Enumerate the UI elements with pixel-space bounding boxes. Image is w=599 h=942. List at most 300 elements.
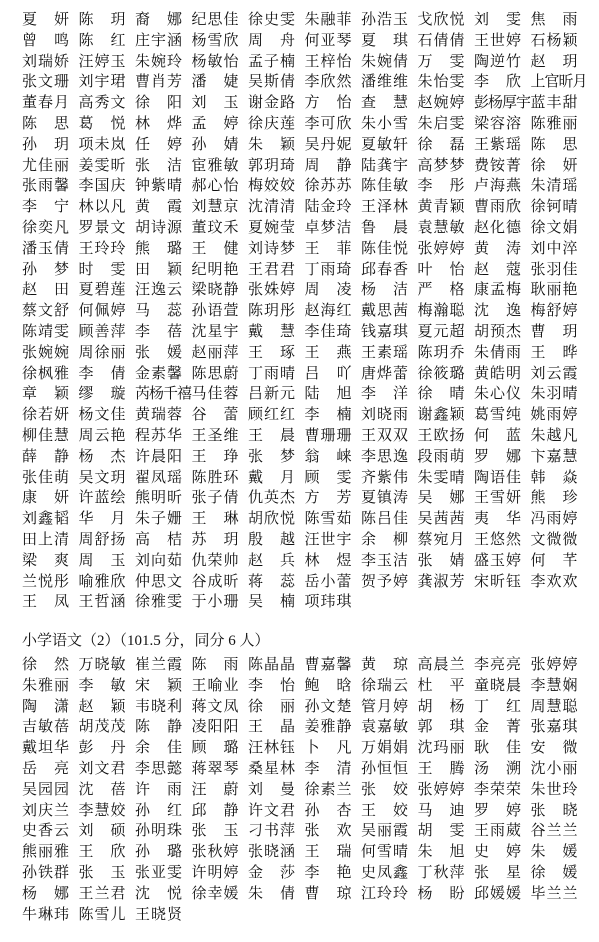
name-cell: 张 玉 bbox=[78, 864, 126, 881]
name-cell: 陈吕佳 bbox=[361, 511, 408, 528]
name-cell: 田 颖 bbox=[135, 261, 182, 278]
name-cell: 宦雅敏 bbox=[191, 157, 239, 174]
name-cell: 潘 婕 bbox=[191, 74, 239, 91]
name-cell: 王梓怡 bbox=[304, 53, 352, 70]
name-cell: 谢鑫颖 bbox=[417, 407, 465, 424]
name-cell: 张子倩 bbox=[191, 490, 239, 507]
name-cell: 张 姣 bbox=[361, 781, 408, 798]
name-list-section-2 bbox=[0, 655, 599, 925]
name-cell: 胡茂茂 bbox=[78, 719, 126, 736]
name-cell: 孙 红 bbox=[135, 802, 182, 819]
name-cell: 高梦梦 bbox=[417, 157, 465, 174]
name-cell: 焦 雨 bbox=[530, 12, 578, 28]
name-cell: 赵 田 bbox=[22, 282, 69, 299]
name-cell: 徐 晴 bbox=[417, 386, 465, 403]
name-cell: 汪 蔚 bbox=[191, 781, 239, 798]
name-cell: 鲍 晗 bbox=[304, 677, 352, 694]
name-cell: 叶 怡 bbox=[417, 261, 465, 278]
name-cell: 张羽佳 bbox=[530, 261, 578, 278]
name-row bbox=[0, 52, 599, 73]
name-cell: 李玉洁 bbox=[361, 552, 408, 569]
name-cell: 徐庆莲 bbox=[248, 115, 295, 132]
name-cell: 张 梦 bbox=[248, 448, 295, 465]
name-cell: 张 玉 bbox=[191, 823, 239, 840]
name-cell: 尤佳丽 bbox=[22, 157, 69, 174]
name-cell: 钱嘉琪 bbox=[361, 323, 408, 340]
name-cell: 汪世宇 bbox=[304, 531, 352, 548]
name-cell: 李慧姣 bbox=[78, 802, 126, 819]
name-cell: 张婷婷 bbox=[417, 781, 465, 798]
name-cell: 陈玥乔 bbox=[417, 344, 465, 361]
name-cell: 王喻业 bbox=[191, 677, 239, 694]
name-row bbox=[0, 738, 599, 759]
name-cell: 华 月 bbox=[78, 511, 126, 528]
name-cell: 蓝丰甜 bbox=[530, 95, 578, 112]
name-cell: 史香云 bbox=[22, 823, 69, 840]
name-cell: 高 桔 bbox=[135, 531, 182, 548]
name-cell: 李 艳 bbox=[304, 864, 352, 881]
name-cell: 王圣维 bbox=[191, 427, 239, 444]
name-cell: 刘云霞 bbox=[530, 365, 578, 382]
name-cell: 吴 楠 bbox=[248, 594, 295, 611]
name-cell: 韦晓利 bbox=[135, 698, 182, 715]
name-cell: 梁 爽 bbox=[22, 552, 69, 569]
name-cell: 朱雅丽 bbox=[22, 677, 69, 694]
name-cell: 喻雅欣 bbox=[78, 573, 126, 590]
name-cell: 王君君 bbox=[248, 261, 295, 278]
name-cell: 梁晓静 bbox=[191, 282, 239, 299]
name-row bbox=[0, 343, 599, 364]
name-cell: 朱婉玲 bbox=[135, 53, 182, 70]
name-cell: 戴 慧 bbox=[248, 323, 295, 340]
name-cell: 邱春香 bbox=[361, 261, 408, 278]
name-row bbox=[0, 364, 599, 385]
name-cell: 王哲涵 bbox=[78, 594, 126, 611]
name-cell: 孟 婷 bbox=[191, 115, 239, 132]
name-cell: 朱心仪 bbox=[474, 386, 521, 403]
name-cell: 仇荣帅 bbox=[191, 552, 239, 569]
name-cell: 王 晨 bbox=[248, 427, 295, 444]
name-cell: 文微微 bbox=[530, 531, 578, 548]
name-cell: 丁 红 bbox=[474, 698, 521, 715]
name-cell: 耿 佳 bbox=[474, 740, 521, 757]
name-cell: 高秀文 bbox=[78, 95, 126, 112]
name-cell: 孙铁群 bbox=[22, 864, 69, 881]
name-cell: 李 洋 bbox=[361, 386, 408, 403]
name-row bbox=[0, 551, 599, 572]
name-cell: 李佳琦 bbox=[304, 323, 352, 340]
name-cell: 李思懿 bbox=[135, 760, 182, 777]
name-cell: 夏元超 bbox=[417, 323, 465, 340]
name-cell: 许文君 bbox=[248, 802, 295, 819]
name-cell: 胡 杨 bbox=[417, 698, 465, 715]
name-cell: 金素馨 bbox=[135, 365, 182, 382]
name-cell: 徐 阳 bbox=[135, 95, 182, 112]
name-cell: 岳小蕾 bbox=[304, 573, 352, 590]
name-cell: 吴斯倩 bbox=[248, 74, 295, 91]
name-cell: 吴园园 bbox=[22, 781, 69, 798]
name-cell: 何 芊 bbox=[530, 552, 578, 569]
name-cell: 陆 旭 bbox=[304, 386, 352, 403]
name-cell: 朱融菲 bbox=[304, 12, 352, 28]
name-cell: 董玟禾 bbox=[191, 219, 239, 236]
name-cell: 徐筱璐 bbox=[417, 365, 465, 382]
name-cell: 金 菁 bbox=[474, 719, 521, 736]
name-row bbox=[0, 280, 599, 301]
name-cell: 袁慧敏 bbox=[417, 219, 465, 236]
name-row bbox=[0, 572, 599, 593]
name-cell: 王 菲 bbox=[304, 240, 352, 257]
name-cell: 段雨萌 bbox=[417, 448, 465, 465]
name-cell: 吕新元 bbox=[248, 386, 295, 403]
name-cell: 曹 琼 bbox=[304, 885, 352, 902]
name-cell: 黄 涛 bbox=[474, 240, 521, 257]
name-cell: 查 慧 bbox=[361, 95, 408, 112]
name-cell: 徐 丽 bbox=[248, 698, 295, 715]
name-cell: 卓梦洁 bbox=[304, 219, 352, 236]
name-cell: 时 雯 bbox=[78, 261, 126, 278]
name-cell: 王双双 bbox=[361, 427, 408, 444]
name-row bbox=[0, 301, 599, 322]
name-row bbox=[0, 72, 599, 93]
name-cell: 张秋婷 bbox=[191, 844, 239, 861]
name-cell: 张 星 bbox=[474, 864, 521, 881]
name-cell: 韩 焱 bbox=[530, 469, 578, 486]
name-cell: 许蓝绘 bbox=[78, 490, 126, 507]
name-cell: 严 格 bbox=[417, 282, 465, 299]
name-cell: 王晓贤 bbox=[135, 906, 182, 923]
name-row bbox=[0, 197, 599, 218]
name-cell: 庄宇涵 bbox=[135, 32, 182, 49]
name-cell: 马 蕊 bbox=[135, 303, 182, 320]
name-cell: 王兰君 bbox=[78, 885, 126, 902]
name-cell: 王 晶 bbox=[248, 719, 295, 736]
name-cell: 戴坦华 bbox=[22, 740, 69, 757]
name-cell: 吕 吖 bbox=[304, 365, 352, 382]
name-row bbox=[0, 405, 599, 426]
name-cell: 王 琤 bbox=[191, 448, 239, 465]
name-cell: 葛 悦 bbox=[78, 115, 126, 132]
name-cell: 潘玉倩 bbox=[22, 240, 69, 257]
name-cell: 万 雯 bbox=[417, 53, 465, 70]
name-cell: 贺予婷 bbox=[361, 573, 408, 590]
name-row bbox=[0, 10, 599, 31]
name-cell: 李欣然 bbox=[304, 74, 352, 91]
name-cell: 岳 亮 bbox=[22, 760, 69, 777]
name-cell: 宋 颖 bbox=[135, 677, 182, 694]
name-cell: 王 燕 bbox=[304, 344, 352, 361]
name-cell: 陈雪儿 bbox=[78, 906, 126, 923]
name-cell: 章 颖 bbox=[22, 386, 69, 403]
name-row bbox=[0, 135, 599, 156]
name-cell: 朱小雪 bbox=[361, 115, 408, 132]
name-cell: 丁秋萍 bbox=[417, 864, 465, 881]
name-row bbox=[0, 426, 599, 447]
name-cell: 王雨葳 bbox=[474, 823, 521, 840]
name-cell: 孙恒恒 bbox=[361, 760, 408, 777]
name-cell: 高晨兰 bbox=[417, 657, 465, 673]
name-cell: 朱世玲 bbox=[530, 781, 578, 798]
name-cell: 裔 娜 bbox=[135, 12, 182, 28]
name-cell: 陈晶晶 bbox=[248, 657, 295, 673]
name-row bbox=[0, 697, 599, 718]
name-cell: 刘 硕 bbox=[78, 823, 126, 840]
name-cell: 沈玛丽 bbox=[417, 740, 465, 757]
name-cell: 杨文佳 bbox=[78, 407, 126, 424]
name-row bbox=[0, 176, 599, 197]
name-row bbox=[0, 114, 599, 135]
name-cell: 刘 玉 bbox=[191, 95, 239, 112]
name-cell: 周慧聪 bbox=[530, 698, 578, 715]
name-cell: 刘诗梦 bbox=[248, 240, 295, 257]
name-cell: 余 佳 bbox=[135, 740, 182, 757]
name-cell: 陆金玲 bbox=[304, 199, 352, 216]
name-cell: 江玲玲 bbox=[361, 885, 408, 902]
name-cell: 夏 妍 bbox=[22, 12, 69, 28]
name-cell: 梁容溶 bbox=[474, 115, 521, 132]
name-cell: 朱 媛 bbox=[530, 844, 578, 861]
name-cell: 王悠然 bbox=[474, 531, 521, 548]
name-cell: 李欢欢 bbox=[530, 573, 578, 590]
name-cell: 夏 琪 bbox=[361, 32, 408, 49]
name-cell: 翁 崃 bbox=[304, 448, 352, 465]
name-cell: 王玲玲 bbox=[78, 240, 126, 257]
name-cell: 何雪晴 bbox=[361, 844, 408, 861]
name-cell: 周 玉 bbox=[78, 552, 126, 569]
name-cell: 熊明昕 bbox=[135, 490, 182, 507]
name-cell: 姜雯昕 bbox=[78, 157, 126, 174]
name-cell: 王 腾 bbox=[417, 760, 465, 777]
name-row bbox=[0, 509, 599, 530]
name-cell: 陈佳敏 bbox=[361, 178, 408, 195]
name-cell: 李荣荣 bbox=[474, 781, 521, 798]
name-cell: 牛琳玮 bbox=[22, 906, 69, 923]
name-cell: 纪思佳 bbox=[191, 12, 239, 28]
name-cell: 龚淑芳 bbox=[417, 573, 465, 590]
name-cell: 王紫瑶 bbox=[474, 136, 521, 153]
name-cell: 万晓敏 bbox=[78, 657, 126, 673]
name-cell: 徐 磊 bbox=[417, 136, 465, 153]
name-cell: 戈欣悦 bbox=[417, 12, 465, 28]
name-cell: 罗 婷 bbox=[474, 802, 521, 819]
name-cell: 顾 雯 bbox=[304, 469, 352, 486]
name-cell: 梅姣姣 bbox=[248, 178, 295, 195]
name-cell: 许明婷 bbox=[191, 864, 239, 881]
name-cell: 李 宁 bbox=[22, 199, 69, 216]
name-cell: 刘向茹 bbox=[135, 552, 182, 569]
name-cell: 金 莎 bbox=[248, 864, 295, 881]
name-row bbox=[0, 31, 599, 52]
name-cell: 马 迪 bbox=[417, 802, 465, 819]
name-cell: 管月婷 bbox=[361, 698, 408, 715]
name-cell: 陈 雨 bbox=[191, 657, 239, 673]
name-cell: 孟子楠 bbox=[248, 53, 295, 70]
name-cell: 李 彤 bbox=[417, 178, 465, 195]
name-cell: 赵丽萍 bbox=[191, 344, 239, 361]
name-cell: 孙 杏 bbox=[304, 802, 352, 819]
name-row bbox=[0, 905, 599, 926]
name-cell: 桑星林 bbox=[248, 760, 295, 777]
name-cell: 周舒扬 bbox=[78, 531, 126, 548]
name-cell: 谷 蕾 bbox=[191, 407, 239, 424]
name-cell: 蔡宛月 bbox=[417, 531, 465, 548]
name-cell: 李亮亮 bbox=[474, 657, 521, 673]
name-cell: 陈 静 bbox=[135, 719, 182, 736]
name-cell: 李 清 bbox=[304, 760, 352, 777]
name-cell: 杜 平 bbox=[417, 677, 465, 694]
name-cell: 董春月 bbox=[22, 95, 69, 112]
name-cell: 王 凤 bbox=[22, 594, 69, 611]
name-cell: 徐 然 bbox=[22, 657, 69, 673]
name-cell: 苏 玥 bbox=[191, 531, 239, 548]
name-cell: 张 媛 bbox=[135, 344, 182, 361]
name-cell: 顾红红 bbox=[248, 407, 295, 424]
name-cell: 吴丽霞 bbox=[361, 823, 408, 840]
name-cell: 蒋翠琴 bbox=[191, 760, 239, 777]
name-cell: 徐素兰 bbox=[304, 781, 352, 798]
name-cell: 张 晓 bbox=[530, 802, 578, 819]
name-cell: 王世婷 bbox=[474, 32, 521, 49]
name-row bbox=[0, 218, 599, 239]
name-cell: 陈雪茹 bbox=[304, 511, 352, 528]
name-cell: 上官昕月 bbox=[530, 74, 587, 91]
name-cell: 王 瑞 bbox=[304, 844, 352, 861]
section-heading: 小学语文（2）（101.5 分，同分 6 人） bbox=[22, 633, 270, 649]
name-cell: 钟紫晴 bbox=[135, 178, 182, 195]
name-cell: 徐枫雅 bbox=[22, 365, 69, 382]
name-cell: 戴 月 bbox=[248, 469, 295, 486]
name-cell: 梅瀚聪 bbox=[417, 303, 465, 320]
name-cell: 徐奕凡 bbox=[22, 219, 69, 236]
name-cell: 沈 逸 bbox=[474, 303, 521, 320]
name-cell: 胡预杰 bbox=[474, 323, 521, 340]
name-cell: 熊 珍 bbox=[530, 490, 578, 507]
name-cell: 吴茜茜 bbox=[417, 511, 465, 528]
name-cell: 陈 思 bbox=[530, 136, 578, 153]
name-cell: 康孟梅 bbox=[474, 282, 521, 299]
name-cell: 陈雅丽 bbox=[530, 115, 578, 132]
name-row bbox=[0, 842, 599, 863]
name-cell: 何佩婷 bbox=[78, 303, 126, 320]
name-cell: 李 蓓 bbox=[135, 323, 182, 340]
name-cell: 仇英杰 bbox=[248, 490, 295, 507]
name-cell: 朱雯晴 bbox=[417, 469, 465, 486]
name-cell: 程苏华 bbox=[135, 427, 182, 444]
name-cell: 卜 凡 bbox=[304, 740, 352, 757]
name-cell: 罗景文 bbox=[78, 219, 126, 236]
name-cell: 曹 玥 bbox=[530, 323, 578, 340]
name-cell: 蒋文凤 bbox=[191, 698, 239, 715]
name-cell: 王泽林 bbox=[361, 199, 408, 216]
name-row bbox=[0, 384, 599, 405]
name-cell: 杨雪欣 bbox=[191, 32, 239, 49]
name-row bbox=[0, 156, 599, 177]
name-cell: 吴丹妮 bbox=[304, 136, 352, 153]
name-cell: 张婷婷 bbox=[417, 240, 465, 257]
name-row bbox=[0, 655, 599, 676]
name-cell: 唐烨蕾 bbox=[361, 365, 408, 382]
name-cell: 朱越凡 bbox=[530, 427, 578, 444]
name-row bbox=[0, 468, 599, 489]
name-cell: 张姝婷 bbox=[248, 282, 295, 299]
name-cell: 刘文君 bbox=[78, 760, 126, 777]
name-cell: 薛 静 bbox=[22, 448, 69, 465]
name-row bbox=[0, 780, 599, 801]
name-cell: 朱倩雨 bbox=[474, 344, 521, 361]
name-cell: 鲁 晨 bbox=[361, 219, 408, 236]
name-cell: 张 洁 bbox=[135, 157, 182, 174]
name-cell: 孙 璐 bbox=[135, 844, 182, 861]
name-cell: 张婉婉 bbox=[22, 344, 69, 361]
name-cell: 余 柳 bbox=[361, 531, 408, 548]
name-cell: 陈靖雯 bbox=[22, 323, 69, 340]
name-cell: 吴文玥 bbox=[78, 469, 126, 486]
name-cell: 黄青颖 bbox=[417, 199, 465, 216]
name-cell: 康 妍 bbox=[22, 490, 69, 507]
name-cell: 王 姣 bbox=[361, 802, 408, 819]
name-cell: 李 楠 bbox=[304, 407, 352, 424]
name-cell: 黄 琼 bbox=[361, 657, 408, 673]
name-cell: 夏镇涛 bbox=[361, 490, 408, 507]
name-cell: 陈玥彤 bbox=[248, 303, 295, 320]
name-cell: 徐幸媛 bbox=[191, 885, 239, 902]
name-cell: 黄皓明 bbox=[474, 365, 521, 382]
name-cell: 刘鑫韬 bbox=[22, 511, 69, 528]
name-cell: 胡诗源 bbox=[135, 219, 182, 236]
name-cell: 凌阳阳 bbox=[191, 719, 239, 736]
name-cell: 孙 婧 bbox=[191, 136, 239, 153]
name-cell: 徐雅雯 bbox=[135, 594, 182, 611]
name-cell: 刘宇珺 bbox=[78, 74, 126, 91]
name-cell: 夏碧莲 bbox=[78, 282, 126, 299]
name-cell: 李慧娴 bbox=[530, 677, 578, 694]
name-cell: 殷 越 bbox=[248, 531, 295, 548]
name-cell: 赵 玥 bbox=[530, 53, 578, 70]
name-row bbox=[0, 239, 599, 260]
name-cell: 赵 颖 bbox=[78, 698, 126, 715]
name-cell: 戴思茜 bbox=[361, 303, 408, 320]
name-cell: 吉敏蓓 bbox=[22, 719, 69, 736]
name-row bbox=[0, 93, 599, 114]
name-cell: 袁嘉敏 bbox=[361, 719, 408, 736]
name-cell: 曹珊珊 bbox=[304, 427, 352, 444]
name-cell: 蔡文舒 bbox=[22, 303, 69, 320]
name-cell: 朱婉倩 bbox=[361, 53, 408, 70]
name-cell: 朱 旭 bbox=[417, 844, 465, 861]
name-cell: 郭玥琦 bbox=[248, 157, 295, 174]
name-row bbox=[0, 447, 599, 468]
name-cell: 杨 洁 bbox=[361, 282, 408, 299]
name-cell: 石倩倩 bbox=[417, 32, 465, 49]
name-cell: 曾 鸣 bbox=[22, 32, 69, 49]
name-cell: 徐 媛 bbox=[530, 864, 578, 881]
name-row bbox=[0, 759, 599, 780]
name-cell: 李 倩 bbox=[78, 365, 126, 382]
name-cell: 沈清清 bbox=[248, 199, 295, 216]
name-cell: 郝心怡 bbox=[191, 178, 239, 195]
name-cell: 朱清瑶 bbox=[530, 178, 578, 195]
name-cell: 陈佳悦 bbox=[361, 240, 408, 257]
name-cell: 吴 娜 bbox=[417, 490, 465, 507]
name-cell: 徐 妍 bbox=[530, 157, 578, 174]
name-row bbox=[0, 821, 599, 842]
name-cell: 徐苏苏 bbox=[304, 178, 352, 195]
name-cell: 邱 静 bbox=[191, 802, 239, 819]
name-cell: 费铵菁 bbox=[474, 157, 521, 174]
name-cell: 孙 玥 bbox=[22, 136, 69, 153]
name-cell: 卢海燕 bbox=[474, 178, 521, 195]
name-cell: 仲思文 bbox=[135, 573, 182, 590]
